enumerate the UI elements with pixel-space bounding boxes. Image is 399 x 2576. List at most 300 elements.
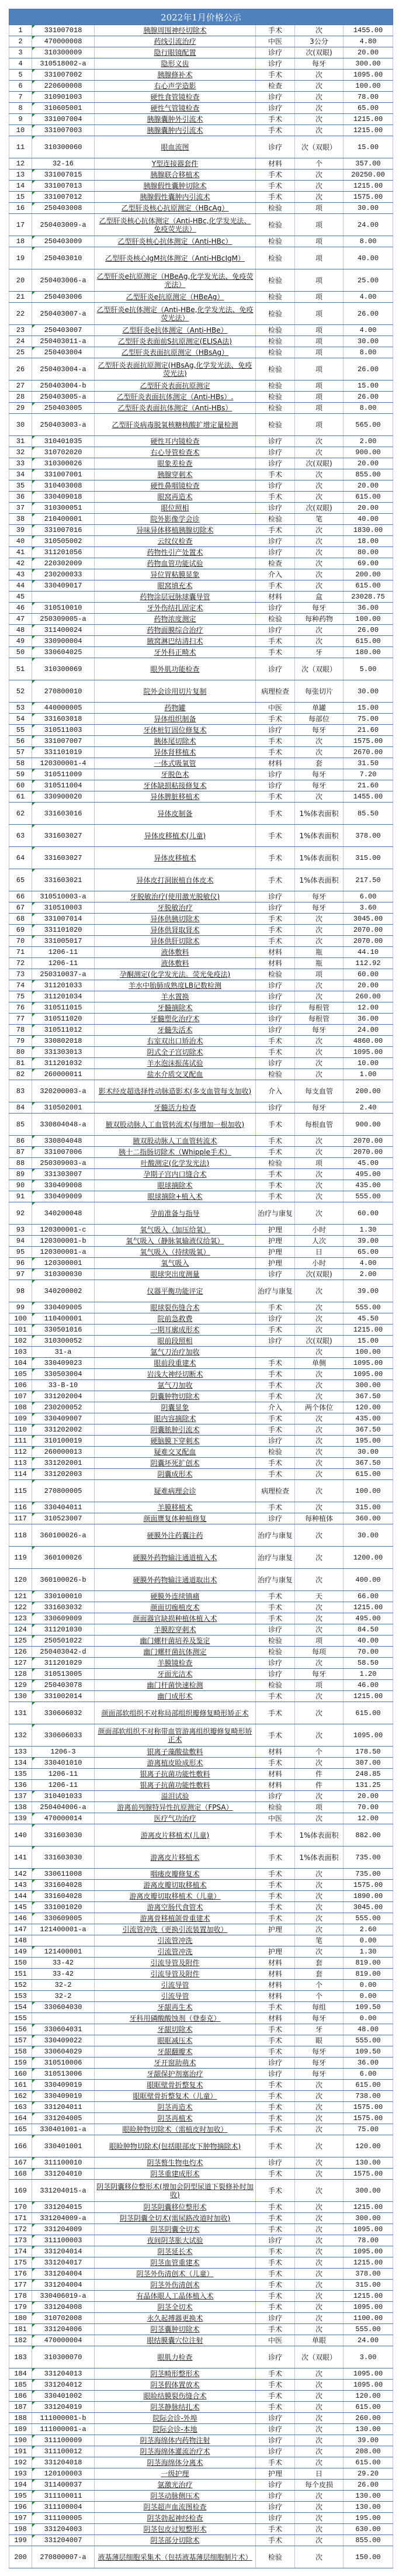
- item-name-cell[interactable]: 阴茎静脉结扎术: [95, 2402, 256, 2413]
- item-category-cell[interactable]: 手术: [256, 936, 295, 947]
- item-category-cell[interactable]: 手术: [256, 1902, 295, 1913]
- item-category-cell[interactable]: 手术: [256, 2124, 295, 2135]
- item-category-cell[interactable]: 手术: [256, 170, 295, 181]
- item-unit-cell[interactable]: 次: [295, 2280, 344, 2291]
- item-category-cell[interactable]: 手术: [256, 2024, 295, 2035]
- item-price-cell[interactable]: 2.00: [344, 436, 393, 447]
- item-code-cell[interactable]: 230200033: [32, 569, 95, 580]
- item-code-cell[interactable]: 330409009: [32, 1191, 95, 1202]
- item-category-cell[interactable]: 检验: [256, 1802, 295, 1813]
- item-name-cell[interactable]: 牙髓失活术: [95, 1025, 256, 1036]
- row-number-cell[interactable]: 66: [9, 891, 32, 903]
- item-category-cell[interactable]: 手术: [256, 2046, 295, 2058]
- item-category-cell[interactable]: 检查: [256, 81, 295, 92]
- item-price-cell[interactable]: 307.00: [344, 1758, 393, 1769]
- item-category-cell[interactable]: 诊疗: [256, 2424, 295, 2435]
- item-code-cell[interactable]: 310510003: [32, 903, 95, 914]
- row-number-cell[interactable]: 21: [9, 292, 32, 303]
- item-price-cell[interactable]: 1215.00: [344, 2291, 393, 2302]
- item-name-cell[interactable]: 阴茎假体置放术: [95, 2380, 256, 2391]
- item-category-cell[interactable]: 诊疗: [256, 58, 295, 70]
- item-category-cell[interactable]: 手术: [256, 1325, 295, 1336]
- item-price-cell[interactable]: 8.00: [344, 403, 393, 414]
- item-price-cell[interactable]: 1575.00: [344, 736, 393, 747]
- item-price-cell[interactable]: 495.00: [344, 1613, 393, 1624]
- item-price-cell[interactable]: 3.60: [344, 903, 393, 914]
- item-unit-cell[interactable]: 次(双眼): [295, 1336, 344, 1347]
- item-name-cell[interactable]: 孕酮测定(化学发光法。荧光免疫法): [95, 969, 256, 980]
- item-unit-cell[interactable]: 每组: [295, 2002, 344, 2013]
- item-name-cell[interactable]: 游离皮片移植术(儿童): [95, 1824, 256, 1847]
- item-category-cell[interactable]: 诊疗: [256, 2157, 295, 2169]
- item-code-cell[interactable]: 330401001: [32, 2135, 95, 2157]
- row-number-cell[interactable]: 126: [9, 1647, 32, 1658]
- item-category-cell[interactable]: 手术: [256, 1869, 295, 1880]
- row-number-cell[interactable]: 38: [9, 514, 32, 525]
- item-category-cell[interactable]: 诊疗: [256, 1025, 295, 1036]
- item-name-cell[interactable]: 右心导管检查术: [95, 447, 256, 458]
- item-unit-cell[interactable]: 1%体表面积: [295, 803, 344, 825]
- row-number-cell[interactable]: 59: [9, 769, 32, 780]
- item-name-cell[interactable]: 眼球摘除术: [95, 1180, 256, 1191]
- item-code-cell[interactable]: 310502001: [32, 1102, 95, 1114]
- item-name-cell[interactable]: 引流导管及附件: [95, 1958, 256, 1969]
- row-number-cell[interactable]: 151: [9, 1969, 32, 1980]
- item-category-cell[interactable]: 检验: [256, 214, 295, 236]
- item-category-cell[interactable]: 检验: [256, 514, 295, 525]
- item-category-cell[interactable]: 诊疗: [256, 2446, 295, 2457]
- item-price-cell[interactable]: 120.00: [344, 2391, 393, 2402]
- item-unit-cell[interactable]: 天: [295, 1591, 344, 1602]
- item-price-cell[interactable]: 260.00: [344, 2413, 393, 2424]
- item-name-cell[interactable]: 眼球摘除+植入术: [95, 1191, 256, 1202]
- item-unit-cell[interactable]: 项: [295, 236, 344, 247]
- item-price-cell[interactable]: 0.00: [344, 1991, 393, 2002]
- item-name-cell[interactable]: 药物血管功能试验: [95, 558, 256, 569]
- item-unit-cell[interactable]: 每牙: [295, 2046, 344, 2058]
- item-name-cell[interactable]: 游离植皮睑成形术: [95, 1758, 256, 1769]
- row-number-cell[interactable]: 28: [9, 392, 32, 403]
- item-unit-cell[interactable]: 次: [295, 1302, 344, 1313]
- item-category-cell[interactable]: 诊疗: [256, 2480, 295, 2491]
- item-category-cell[interactable]: 手术: [256, 2457, 295, 2468]
- item-unit-cell[interactable]: 次: [295, 1202, 344, 1225]
- row-number-cell[interactable]: 108: [9, 1402, 32, 1413]
- item-code-cell[interactable]: 121400001-a: [32, 1924, 95, 1935]
- item-price-cell[interactable]: 20.00: [344, 980, 393, 991]
- item-code-cell[interactable]: 111000001-a: [32, 2424, 95, 2435]
- item-code-cell[interactable]: 230200052: [32, 1402, 95, 1413]
- item-category-cell[interactable]: 检验: [256, 292, 295, 303]
- item-code-cell[interactable]: 331204012: [32, 2380, 95, 2391]
- item-price-cell[interactable]: 2070.00: [344, 1136, 393, 1147]
- item-price-cell[interactable]: 615.00: [344, 2402, 393, 2413]
- item-category-cell[interactable]: 中医: [256, 703, 295, 714]
- item-price-cell[interactable]: 4.00: [344, 325, 393, 336]
- item-price-cell[interactable]: 378.00: [344, 2269, 393, 2280]
- row-number-cell[interactable]: 4: [9, 58, 32, 70]
- item-price-cell[interactable]: 112.92: [344, 958, 393, 969]
- item-price-cell[interactable]: 1455.00: [344, 25, 393, 36]
- item-name-cell[interactable]: 乙型肝炎病毒脱氧核糖核酸扩增定量检测: [95, 414, 256, 436]
- item-name-cell[interactable]: 异体供肝切除术: [95, 936, 256, 947]
- item-code-cell[interactable]: 331007001: [32, 469, 95, 480]
- item-category-cell[interactable]: 手术: [256, 1824, 295, 1847]
- item-name-cell[interactable]: 一级护理: [95, 2468, 256, 2480]
- item-category-cell[interactable]: 手术: [256, 2291, 295, 2302]
- item-price-cell[interactable]: 248.85: [344, 1769, 393, 1780]
- row-number-cell[interactable]: 103: [9, 1347, 32, 1358]
- item-price-cell[interactable]: 1095.00: [344, 1047, 393, 1058]
- item-category-cell[interactable]: 手术: [256, 2391, 295, 2402]
- row-number-cell[interactable]: 191: [9, 2446, 32, 2457]
- item-name-cell[interactable]: 右心声学造影: [95, 81, 256, 92]
- item-name-cell[interactable]: 乙型肝炎核心抗原测定（HBcAg）: [95, 203, 256, 214]
- item-unit-cell[interactable]: 次: [295, 2402, 344, 2413]
- item-unit-cell[interactable]: 项: [295, 214, 344, 236]
- row-number-cell[interactable]: 110: [9, 1424, 32, 1436]
- item-name-cell[interactable]: 眼球突出度测量: [95, 1269, 256, 1280]
- item-code-cell[interactable]: 250403005-a: [32, 392, 95, 403]
- row-number-cell[interactable]: 69: [9, 925, 32, 936]
- item-unit-cell[interactable]: 项: [295, 269, 344, 292]
- item-code-cell[interactable]: [32, 2013, 95, 2024]
- row-number-cell[interactable]: 5: [9, 70, 32, 81]
- item-name-cell[interactable]: 阴茎动脉侧压术: [95, 2491, 256, 2502]
- item-unit-cell[interactable]: 每根管: [295, 1002, 344, 1014]
- item-code-cell[interactable]: 330604030: [32, 2002, 95, 2013]
- row-number-cell[interactable]: 198: [9, 2524, 32, 2535]
- item-code-cell[interactable]: 331007015: [32, 170, 95, 181]
- item-code-cell[interactable]: 250403007-a: [32, 303, 95, 325]
- item-code-cell[interactable]: 331204004: [32, 2269, 95, 2280]
- item-name-cell[interactable]: 硬膜外药物输注通道植入术: [95, 1547, 256, 1569]
- item-price-cell[interactable]: 66.00: [344, 1591, 393, 1602]
- item-name-cell[interactable]: 孕期子宫内口缝合术: [95, 1169, 256, 1180]
- item-category-cell[interactable]: 材料: [256, 1969, 295, 1980]
- item-name-cell[interactable]: 牙髓活力检查: [95, 1102, 256, 1114]
- item-category-cell[interactable]: 手术: [256, 1047, 295, 1058]
- item-price-cell[interactable]: 615.00: [344, 1469, 393, 1480]
- item-code-cell[interactable]: 331303013: [32, 1047, 95, 1058]
- row-number-cell[interactable]: 140: [9, 1824, 32, 1847]
- item-code-cell[interactable]: 331002014: [32, 1691, 95, 1702]
- item-name-cell[interactable]: 硬性耳内镜检查: [95, 436, 256, 447]
- item-code-cell[interactable]: 270800010: [32, 680, 95, 703]
- row-number-cell[interactable]: 98: [9, 1280, 32, 1302]
- row-number-cell[interactable]: 114: [9, 1469, 32, 1480]
- item-category-cell[interactable]: 手术: [256, 25, 295, 36]
- item-price-cell[interactable]: 855.00: [344, 469, 393, 480]
- item-name-cell[interactable]: 颜面部软组织不对称带血管游离组织瓣修复畸形矫正术: [95, 1724, 256, 1747]
- row-number-cell[interactable]: 58: [9, 758, 32, 769]
- item-code-cell[interactable]: 330409017: [32, 580, 95, 592]
- item-code-cell[interactable]: 260000011: [32, 1069, 95, 1080]
- item-name-cell[interactable]: 乙型肝炎表面抗原测定(HBsAg,化学发光法、免疫荧光法): [95, 358, 256, 381]
- item-code-cell[interactable]: 120300001: [32, 1258, 95, 1269]
- row-number-cell[interactable]: 49: [9, 636, 32, 647]
- item-unit-cell[interactable]: 次: [295, 1036, 344, 1047]
- item-category-cell[interactable]: 手术: [256, 1591, 295, 1602]
- item-category-cell[interactable]: 诊疗: [256, 991, 295, 1002]
- item-code-cell[interactable]: 330609009: [32, 1613, 95, 1624]
- item-name-cell[interactable]: 异体供肾取肾术: [95, 925, 256, 936]
- item-category-cell[interactable]: 检验: [256, 1158, 295, 1169]
- item-name-cell[interactable]: 腋窝淋巴结清扫术: [95, 636, 256, 647]
- item-category-cell[interactable]: 手术: [256, 1147, 295, 1158]
- item-unit-cell[interactable]: 次: [295, 492, 344, 503]
- item-name-cell[interactable]: 牙髓摘除术: [95, 1002, 256, 1014]
- item-price-cell[interactable]: 100.00: [344, 614, 393, 625]
- item-code-cell[interactable]: 331101019: [32, 747, 95, 758]
- row-number-cell[interactable]: 181: [9, 2324, 32, 2335]
- row-number-cell[interactable]: 75: [9, 991, 32, 1002]
- item-category-cell[interactable]: 手术: [256, 2002, 295, 2013]
- item-code-cell[interactable]: 330802018: [32, 1036, 95, 1047]
- item-unit-cell[interactable]: 次(双眼): [295, 503, 344, 514]
- row-number-cell[interactable]: 63: [9, 825, 32, 847]
- item-unit-cell[interactable]: 次: [295, 1791, 344, 1802]
- item-category-cell[interactable]: 检验: [256, 303, 295, 325]
- item-category-cell[interactable]: 手术: [256, 1180, 295, 1191]
- item-price-cell[interactable]: 2670.00: [344, 747, 393, 758]
- item-price-cell[interactable]: 12.00: [344, 1002, 393, 1014]
- item-category-cell[interactable]: 护理: [256, 1924, 295, 1935]
- item-name-cell[interactable]: 一体式吸氧管: [95, 758, 256, 769]
- item-category-cell[interactable]: 治疗与康复: [256, 1202, 295, 1225]
- item-price-cell[interactable]: 39.00: [344, 2435, 393, 2446]
- item-name-cell[interactable]: 乙型肝炎表面抗体测定（Anti-HBs）.: [95, 392, 256, 403]
- item-name-cell[interactable]: 氩气刀加收: [95, 1380, 256, 1391]
- item-unit-cell[interactable]: 次: [295, 81, 344, 92]
- item-code-cell[interactable]: 331604028: [32, 1880, 95, 1891]
- row-number-cell[interactable]: 24: [9, 336, 32, 347]
- row-number-cell[interactable]: 129: [9, 1680, 32, 1691]
- item-code-cell[interactable]: 250310037-a: [32, 969, 95, 980]
- item-name-cell[interactable]: 异体皮制备: [95, 803, 256, 825]
- item-code-cell[interactable]: 120100003: [32, 2468, 95, 2480]
- item-price-cell[interactable]: 630.00: [344, 2524, 393, 2535]
- item-category-cell[interactable]: 检验: [256, 1647, 295, 1658]
- item-code-cell[interactable]: 310605001: [32, 103, 95, 114]
- item-unit-cell[interactable]: 项: [295, 392, 344, 403]
- item-unit-cell[interactable]: 次: [295, 1547, 344, 1569]
- item-code-cell[interactable]: 1206-11: [32, 947, 95, 958]
- item-category-cell[interactable]: 手术: [256, 914, 295, 925]
- item-name-cell[interactable]: 牙脱敏治疗(使用激光脱敏仪): [95, 891, 256, 903]
- item-category-cell[interactable]: 诊疗: [256, 980, 295, 991]
- item-unit-cell[interactable]: 次: [295, 791, 344, 803]
- item-name-cell[interactable]: 阴茎囊肿切除术: [95, 2324, 256, 2335]
- item-code-cell[interactable]: 330409023: [32, 1358, 95, 1369]
- item-unit-cell[interactable]: 次: [295, 2169, 344, 2180]
- item-category-cell[interactable]: 手术: [256, 636, 295, 647]
- item-code-cell[interactable]: 331007012: [32, 192, 95, 203]
- item-category-cell[interactable]: [256, 1935, 295, 1946]
- item-code-cell[interactable]: 330503004: [32, 1369, 95, 1380]
- item-name-cell[interactable]: 眼睑肿物切除术(包括眼部皮下肿物摘除术): [95, 2135, 256, 2157]
- item-category-cell[interactable]: 手术: [256, 647, 295, 658]
- item-name-cell[interactable]: 牙面光洁术: [95, 1669, 256, 1680]
- item-name-cell[interactable]: 氩气刀治疗加收: [95, 1347, 256, 1358]
- item-name-cell[interactable]: 药物面膜综合治疗: [95, 625, 256, 636]
- item-unit-cell[interactable]: 个: [295, 1747, 344, 1758]
- item-unit-cell[interactable]: 次: [295, 1691, 344, 1702]
- item-code-cell[interactable]: 310901003: [32, 92, 95, 103]
- item-name-cell[interactable]: 阴茎超声血流图检查: [95, 2502, 256, 2513]
- item-price-cell[interactable]: 20.00: [344, 503, 393, 514]
- item-price-cell[interactable]: 46.00: [344, 1680, 393, 1691]
- row-number-cell[interactable]: 34: [9, 469, 32, 480]
- row-number-cell[interactable]: 81: [9, 1058, 32, 1069]
- item-category-cell[interactable]: 材料: [256, 1780, 295, 1791]
- item-code-cell[interactable]: 331007018: [32, 25, 95, 36]
- item-category-cell[interactable]: 手术: [256, 1413, 295, 1424]
- item-unit-cell[interactable]: 次: [295, 1480, 344, 1502]
- item-price-cell[interactable]: 2070.00: [344, 925, 393, 936]
- item-price-cell[interactable]: 615.00: [344, 492, 393, 503]
- item-unit-cell[interactable]: 次: [295, 1436, 344, 1447]
- item-category-cell[interactable]: 手术: [256, 825, 295, 847]
- item-category-cell[interactable]: 手术: [256, 1380, 295, 1391]
- item-category-cell[interactable]: 中医: [256, 36, 295, 47]
- item-price-cell[interactable]: 555.00: [344, 2035, 393, 2046]
- item-code-cell[interactable]: 331007007: [32, 736, 95, 747]
- item-code-cell[interactable]: 331202004: [32, 1391, 95, 1402]
- item-name-cell[interactable]: 乙型肝炎核心抗体测定（Anti-HBc,化学发光法、免疫荧光法）: [95, 214, 256, 236]
- item-name-cell[interactable]: 岩浅大神经切断术: [95, 1369, 256, 1380]
- item-price-cell[interactable]: 20250.00: [344, 170, 393, 181]
- item-unit-cell[interactable]: 次: [295, 1758, 344, 1769]
- item-category-cell[interactable]: 诊疗: [256, 47, 295, 58]
- item-code-cell[interactable]: 330409007: [32, 1413, 95, 1424]
- item-category-cell[interactable]: 护理: [256, 1946, 295, 1958]
- item-price-cell[interactable]: 0.00: [344, 2013, 393, 2024]
- row-number-cell[interactable]: 94: [9, 1236, 32, 1247]
- item-unit-cell[interactable]: 次: [295, 2246, 344, 2257]
- row-number-cell[interactable]: 10: [9, 125, 32, 136]
- item-price-cell[interactable]: 200.00: [344, 569, 393, 580]
- item-unit-cell[interactable]: 每牙: [295, 2013, 344, 2024]
- item-price-cell[interactable]: 39.00: [344, 1236, 393, 1247]
- item-code-cell[interactable]: 311201030: [32, 1624, 95, 1635]
- item-price-cell[interactable]: 555.00: [344, 1302, 393, 1313]
- item-price-cell[interactable]: 367.50: [344, 1424, 393, 1436]
- item-category-cell[interactable]: 手术: [256, 1458, 295, 1469]
- item-name-cell[interactable]: 胰腺周围神经切除术: [95, 25, 256, 36]
- item-category-cell[interactable]: 诊疗: [256, 480, 295, 492]
- item-unit-cell[interactable]: 1%体表面积: [295, 847, 344, 869]
- item-name-cell[interactable]: 右室双出口矫治术: [95, 1036, 256, 1047]
- item-name-cell[interactable]: 乙型肝炎e抗体测定（Anti-HBe,化学发光法、免疫荧光法）: [95, 303, 256, 325]
- item-price-cell[interactable]: 1215.00: [344, 1325, 393, 1336]
- item-name-cell[interactable]: 眼象差检查: [95, 458, 256, 469]
- row-number-cell[interactable]: 91: [9, 1191, 32, 1202]
- row-number-cell[interactable]: 142: [9, 1869, 32, 1880]
- item-price-cell[interactable]: 300.00: [344, 58, 393, 70]
- item-category-cell[interactable]: 检验: [256, 336, 295, 347]
- row-number-cell[interactable]: 6: [9, 81, 32, 92]
- item-code-cell[interactable]: 330409005: [32, 1302, 95, 1313]
- item-code-cell[interactable]: 311100003: [32, 2235, 95, 2246]
- row-number-cell[interactable]: 67: [9, 903, 32, 914]
- item-unit-cell[interactable]: 每项: [295, 1647, 344, 1658]
- row-number-cell[interactable]: 29: [9, 403, 32, 414]
- item-unit-cell[interactable]: 每牙: [295, 725, 344, 736]
- item-unit-cell[interactable]: 次: [295, 181, 344, 192]
- item-price-cell[interactable]: 12.00: [344, 1813, 393, 1824]
- item-code-cell[interactable]: 331007006: [32, 1147, 95, 1158]
- item-code-cell[interactable]: 33-42: [32, 1958, 95, 1969]
- item-unit-cell[interactable]: 次: [295, 625, 344, 636]
- item-category-cell[interactable]: 手术: [256, 847, 295, 869]
- item-unit-cell[interactable]: 次: [295, 2291, 344, 2302]
- item-unit-cell[interactable]: 1%体表面积: [295, 869, 344, 891]
- item-category-cell[interactable]: 检验: [256, 347, 295, 358]
- item-name-cell[interactable]: 永久起搏器更换术: [95, 2313, 256, 2324]
- item-unit-cell[interactable]: 次: [295, 2235, 344, 2246]
- item-price-cell[interactable]: 1095.00: [344, 2224, 393, 2235]
- item-unit-cell[interactable]: 次: [295, 1413, 344, 1424]
- item-category-cell[interactable]: 诊疗: [256, 536, 295, 547]
- item-code-cell[interactable]: 250403004-a: [32, 358, 95, 381]
- item-code-cell[interactable]: 331007013: [32, 181, 95, 192]
- item-price-cell[interactable]: 2.60: [344, 1924, 393, 1935]
- item-unit-cell[interactable]: 次: [295, 1424, 344, 1436]
- item-unit-cell[interactable]: 次: [295, 1902, 344, 1913]
- row-number-cell[interactable]: 86: [9, 1136, 32, 1147]
- item-category-cell[interactable]: 检验: [256, 1635, 295, 1647]
- item-unit-cell[interactable]: 次: [295, 1613, 344, 1624]
- row-number-cell[interactable]: 85: [9, 1114, 32, 1136]
- item-category-cell[interactable]: 病理检查: [256, 680, 295, 703]
- item-unit-cell[interactable]: 次: [295, 1891, 344, 1902]
- item-name-cell[interactable]: 阴囊肿物切除术: [95, 1391, 256, 1402]
- item-name-cell[interactable]: 乙型肝炎e抗原测定（HBeAg,化学发光法、免疫荧光法）: [95, 269, 256, 292]
- item-name-cell[interactable]: 引流导管: [95, 1991, 256, 2002]
- item-name-cell[interactable]: 牙开窗助萌术: [95, 2058, 256, 2069]
- item-unit-cell[interactable]: 个: [295, 1991, 344, 2002]
- item-price-cell[interactable]: 36.00: [344, 1014, 393, 1025]
- item-code-cell[interactable]: 331202003: [32, 1469, 95, 1480]
- row-number-cell[interactable]: 42: [9, 558, 32, 569]
- row-number-cell[interactable]: 23: [9, 325, 32, 336]
- row-number-cell[interactable]: 162: [9, 2091, 32, 2102]
- item-name-cell[interactable]: 引流管冲洗（更换引流装置加收）: [95, 1924, 256, 1935]
- item-category-cell[interactable]: 介入: [256, 569, 295, 580]
- item-unit-cell[interactable]: 每牙: [295, 58, 344, 70]
- item-name-cell[interactable]: 硬膜外注药囊注药: [95, 1524, 256, 1547]
- item-category-cell[interactable]: 诊疗: [256, 2346, 295, 2368]
- item-code-cell[interactable]: 250403011-a: [32, 336, 95, 347]
- item-unit-cell[interactable]: 1%体表面积: [295, 825, 344, 847]
- item-unit-cell[interactable]: 项: [295, 1635, 344, 1647]
- item-name-cell[interactable]: 咽瘘皮瓣修复术: [95, 1869, 256, 1880]
- row-number-cell[interactable]: 138: [9, 1802, 32, 1813]
- item-unit-cell[interactable]: 次: [295, 1880, 344, 1891]
- item-unit-cell[interactable]: 次: [295, 2202, 344, 2213]
- item-code-cell[interactable]: 111000001-b: [32, 2413, 95, 2424]
- item-name-cell[interactable]: 异位胃粘膜显象: [95, 569, 256, 580]
- item-name-cell[interactable]: 阴茎阴囊移位整形术(增加会阴型尿道下裂修补时加收): [95, 2180, 256, 2202]
- item-unit-cell[interactable]: 次: [295, 2524, 344, 2535]
- item-category-cell[interactable]: 护理: [256, 1258, 295, 1269]
- row-number-cell[interactable]: 124: [9, 1624, 32, 1635]
- item-unit-cell[interactable]: 每牙: [295, 780, 344, 791]
- item-code-cell[interactable]: 311400024: [32, 625, 95, 636]
- item-category-cell[interactable]: 手术: [256, 2224, 295, 2235]
- item-category-cell[interactable]: 诊疗: [256, 769, 295, 780]
